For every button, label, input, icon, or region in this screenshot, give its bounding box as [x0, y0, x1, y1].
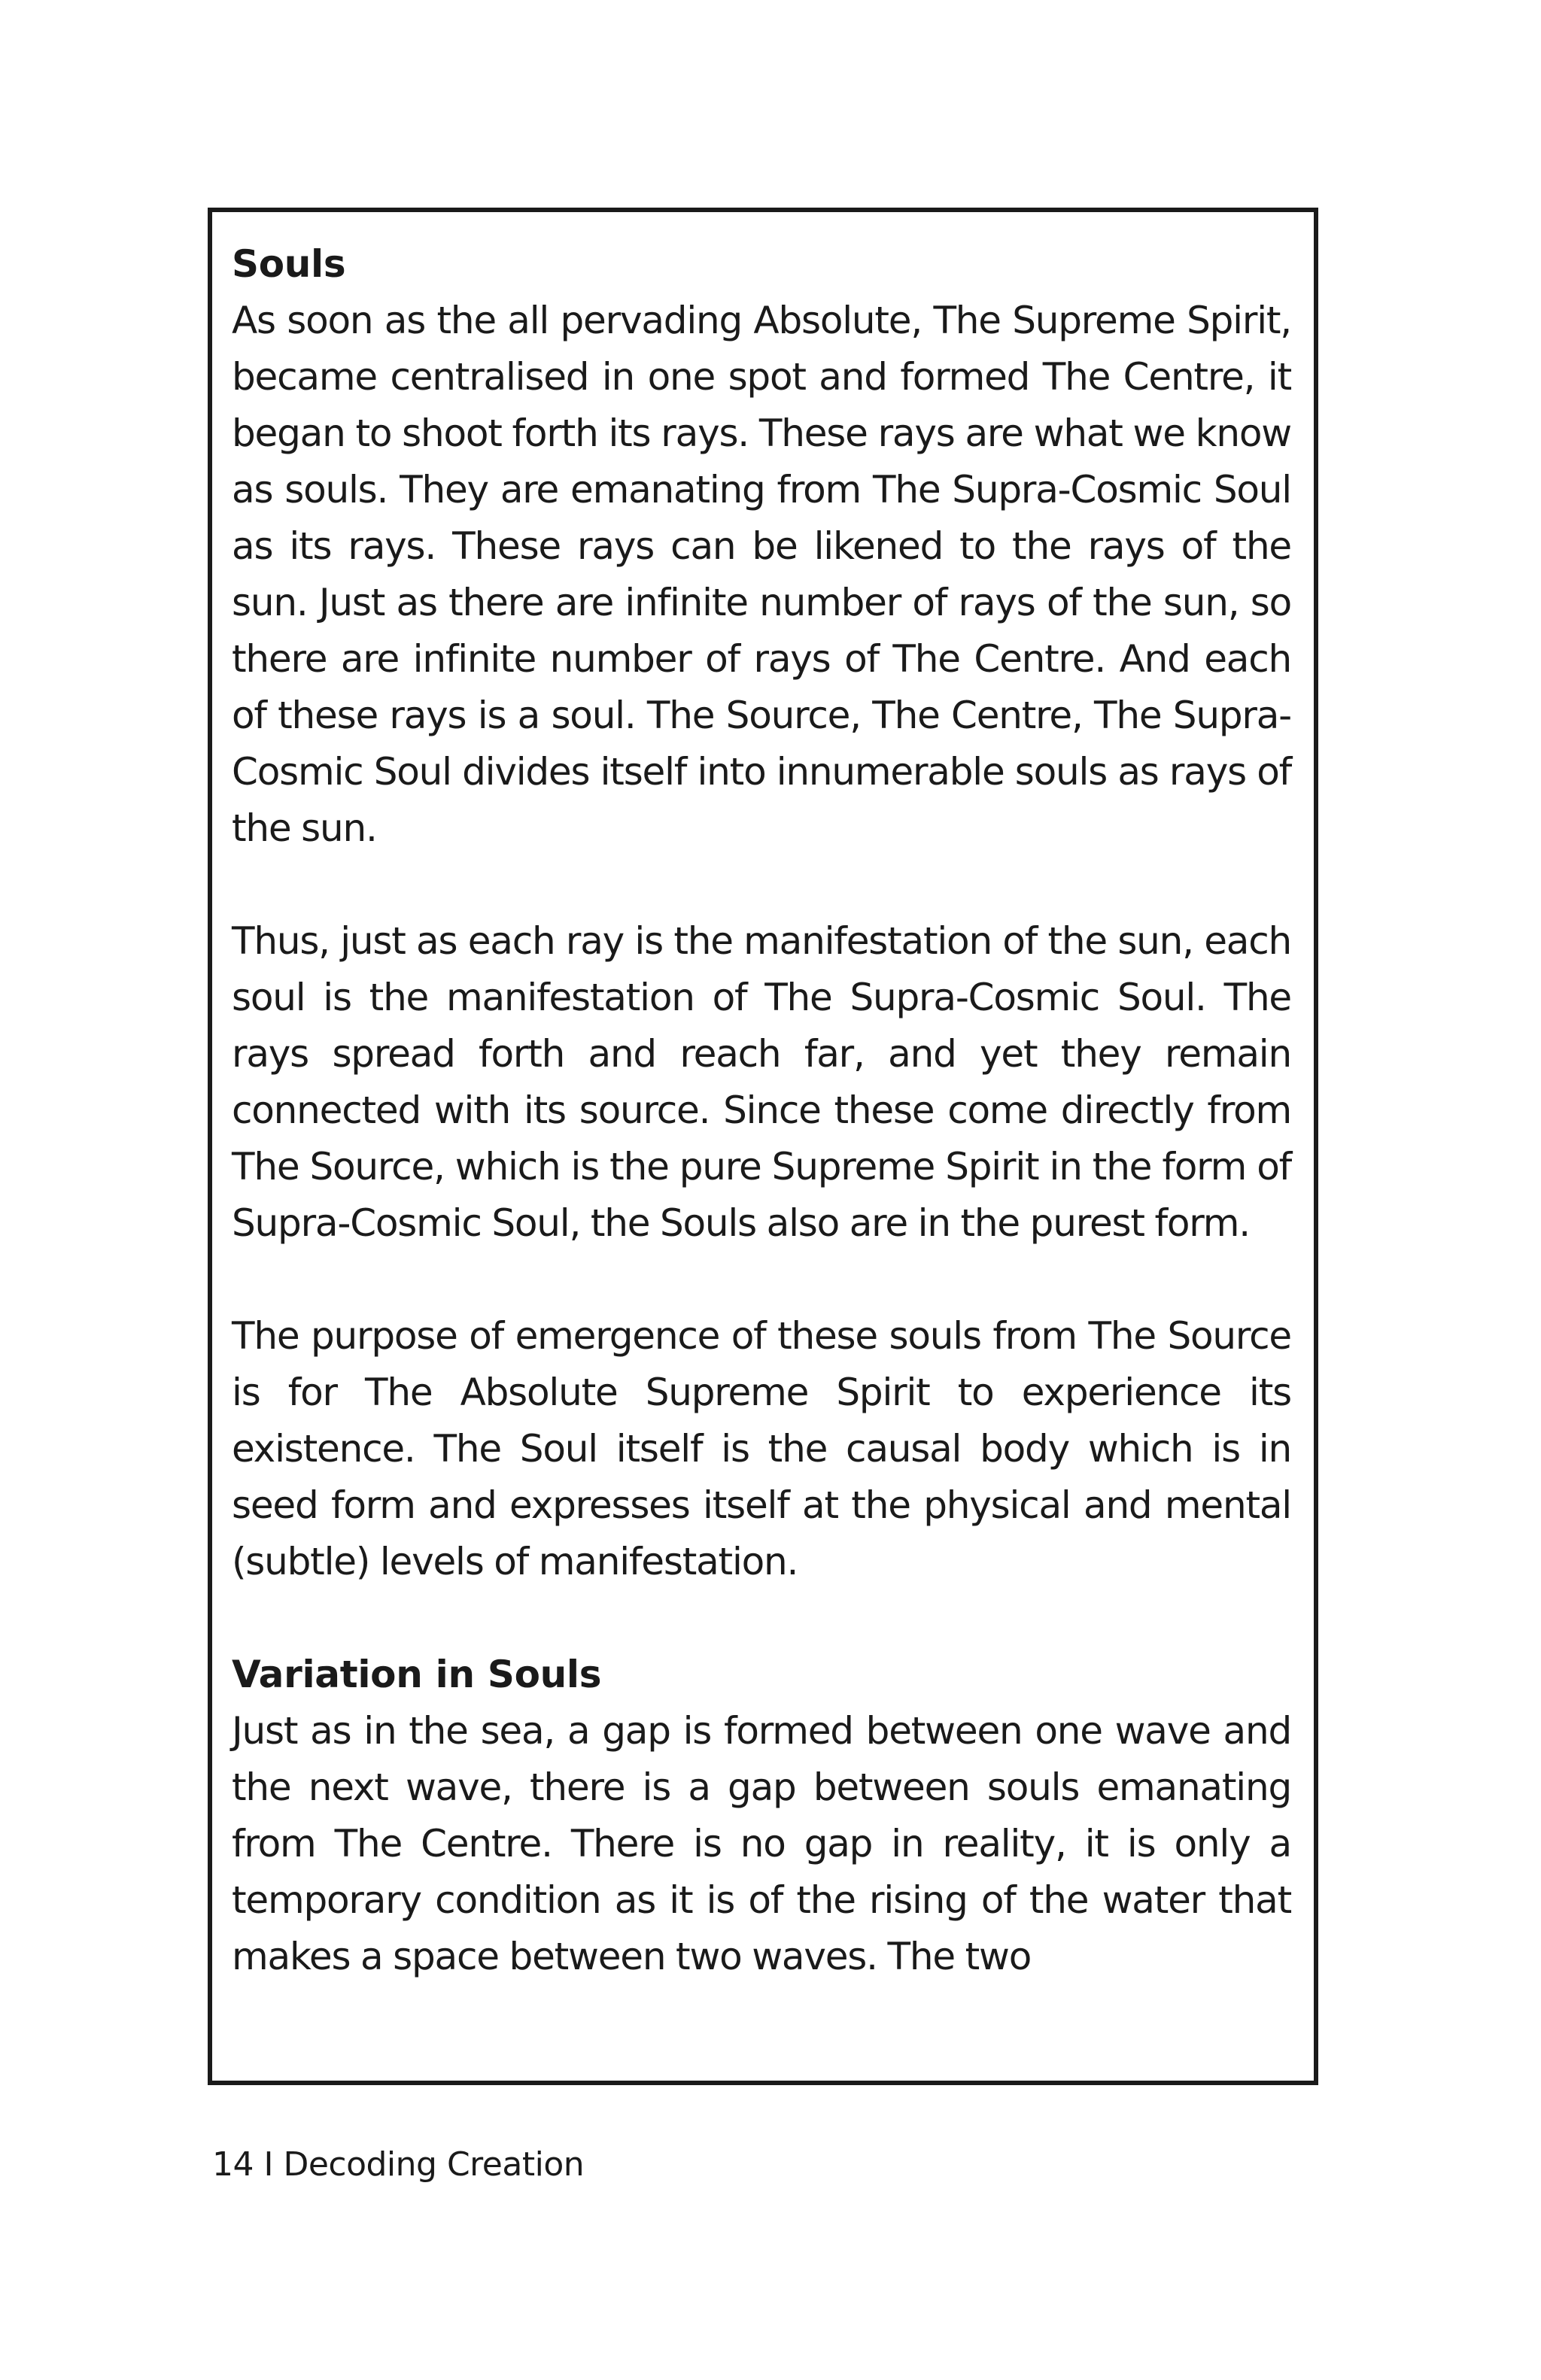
- paragraph-souls-2: Thus, just as each ray is the manifestation of the sun, each soul is the manifestation of The Supra-Cosmic Soul. The rays spread forth and reach far, and yet they remain connected with its source. Since these come directly from The Source, which is the pure Supreme Spirit in the form of Supra-Cosmic Soul, the Souls also are in the purest form.: [232, 919, 1291, 1245]
- paragraph-variation-1: Just as in the sea, a gap is formed between one wave and the next wave, there is a gap between souls emanating from The Centre. There is no gap in reality, it is only a temporary condition as it is of the rising of the water that makes a space between two waves. The two: [232, 1709, 1291, 1978]
- paragraph-souls-3: The purpose of emergence of these souls from The Source is for The Absolute Supreme Spirit to experience its existence. The Soul itself is the causal body which is in seed form and expresses itself at the physical and mental (subtle) levels of manifestation.: [232, 1314, 1291, 1583]
- text-box: [208, 208, 1318, 2085]
- paragraph-souls-1: As soon as the all pervading Absolute, The Supreme Spirit, became centralised in one spot and formed The Centre, it began to shoot forth its rays. These rays are what we know as souls. They are emanating from The Supra-Cosmic Soul as its rays. These rays can be likened to the rays of the sun. Just as there are infinite number of rays of the sun, so there are infinite number of rays of The Centre. And each of these rays is a soul. The Source, The Centre, The Supra-Cosmic Soul divides itself into innumerable souls as rays of the sun.: [232, 299, 1291, 850]
- page-footer: 14 I Decoding Creation: [212, 2145, 585, 2184]
- section-heading-souls: Souls: [232, 242, 346, 286]
- paragraph-gap: [232, 1252, 1291, 1308]
- paragraph-gap: [232, 1590, 1291, 1647]
- paragraph-gap: [232, 857, 1291, 913]
- section-heading-variation: Variation in Souls: [232, 1653, 602, 1696]
